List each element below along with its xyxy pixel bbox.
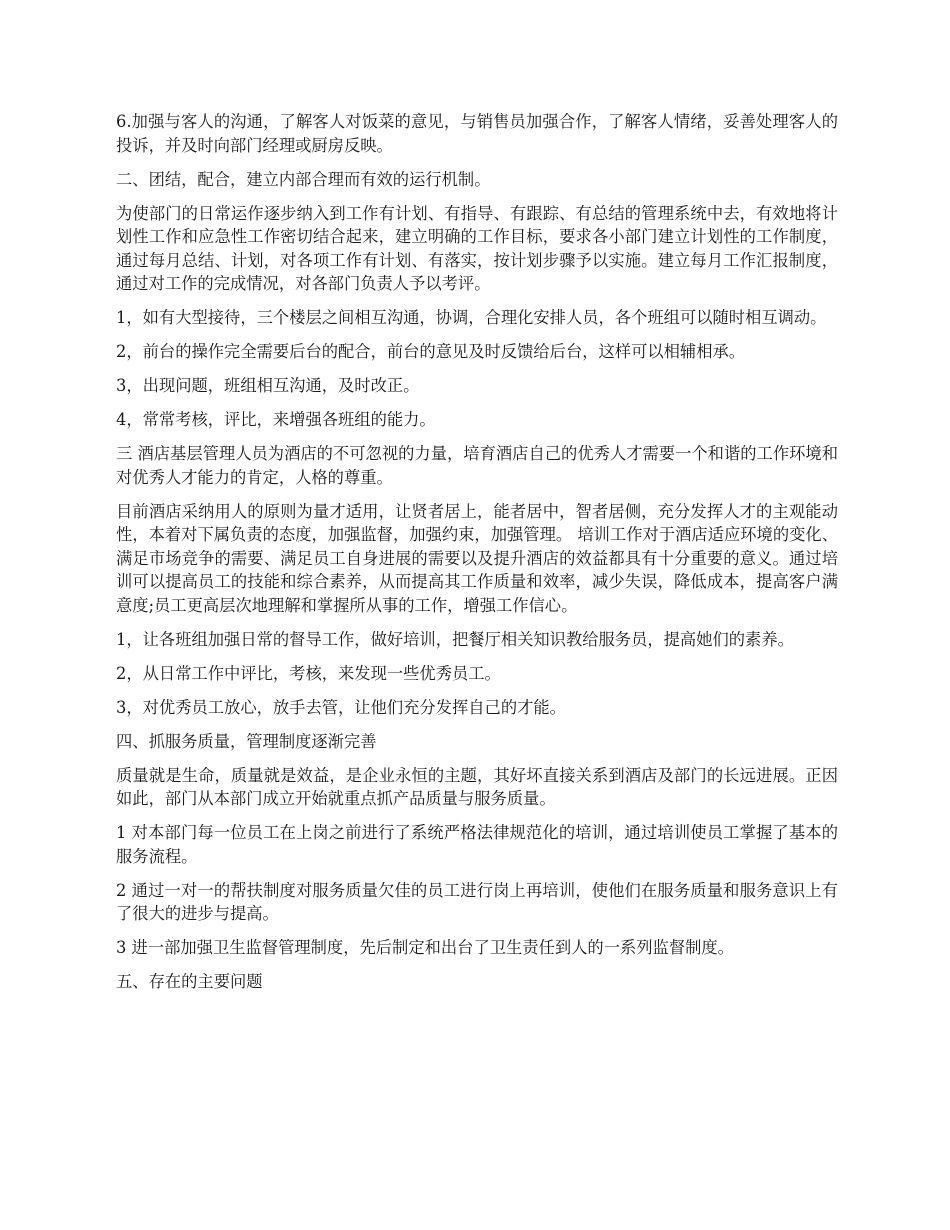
list-item: 3，出现问题，班组相互沟通，及时改正。 <box>116 376 420 395</box>
document-page <box>116 110 838 1004</box>
list-item: 1，如有大型接待，三个楼层之间相互沟通，协调，合理化安排人员，各个班组可以随时相互调动。 <box>116 308 827 327</box>
list-item: 2 通过一对一的帮扶制度对服务质量欠佳的员工进行岗上再培训，使他们在服务质量和服务意识上有了很大的进步与提高。 <box>116 880 838 923</box>
paragraph: 目前酒店采纳用人的原则为量才适用，让贤者居上，能者居中，智者居侧，充分发挥人才的主观能动性，本着对下属负责的态度，加强监督，加强约束，加强管理。 培训工作对于酒店适应环境的变化、满足市场竞争的需要、满足员工自身进展的需要以及提升酒店的效益都具有十分重要的意义。通过培训可以提高员工的技能和综合素养，从而提高其工作质量和效率，减少失误，降低成本，提高客户满意度;员工更高层次地理解和掌握所从事的工作，增强工作信心。 <box>116 501 838 615</box>
list-item: 3，对优秀员工放心，放手去管，让他们充分发挥自己的才能。 <box>116 697 566 717</box>
list-item: 2，前台的操作完全需要后台的配合，前台的意见及时反馈给后台，这样可以相辅相承。 <box>116 342 746 361</box>
section-heading: 四、抓服务质量，管理制度逐渐完善 <box>116 731 377 751</box>
list-item: 4，常常考核，评比，来增强各班组的能力。 <box>116 410 436 429</box>
section-heading: 三 酒店基层管理人员为酒店的不可忽视的力量，培育酒店自己的优秀人才需要一个和谐的工作环境和对优秀人才能力的肯定，人格的尊重。 <box>116 444 838 487</box>
list-item: 3 进一部加强卫生监督管理制度，先后制定和出台了卫生责任到人的一系列监督制度。 <box>116 938 734 957</box>
paragraph: 6.加强与客人的沟通，了解客人对饭菜的意见，与销售员加强合作，了解客人情绪，妥善处理客人的投诉，并及时向部门经理或厨房反映。 <box>116 112 838 155</box>
list-item: 1 对本部门每一位员工在上岗之前进行了系统严格法律规范化的培训，通过培训使员工掌握了基本的服务流程。 <box>116 823 838 866</box>
section-heading: 二、团结，配合，建立内部合理而有效的运行机制。 <box>116 169 491 189</box>
paragraph: 质量就是生命，质量就是效益，是企业永恒的主题，其好坏直接关系到酒店及部门的长远进展。正因如此，部门从本部门成立开始就重点抓产品质量与服务质量。 <box>116 765 838 808</box>
list-item: 2，从日常工作中评比，考核，来发现一些优秀员工。 <box>116 663 501 683</box>
section-heading: 五、存在的主要问题 <box>116 972 263 991</box>
list-item: 1，让各班组加强日常的督导工作，做好培训，把餐厅相关知识教给服务员，提高她们的素养。 <box>116 629 794 649</box>
paragraph: 为使部门的日常运作逐步纳入到工作有计划、有指导、有跟踪、有总结的管理系统中去，有效地将计划性工作和应急性工作密切结合起来，建立明确的工作目标，要求各小部门建立计划性的工作制度，通过每月总结、计划，对各项工作有计划、有落实，按计划步骤予以实施。建立每月工作汇报制度，通过对工作的完成情况，对各部门负责人予以考评。 <box>116 203 838 293</box>
